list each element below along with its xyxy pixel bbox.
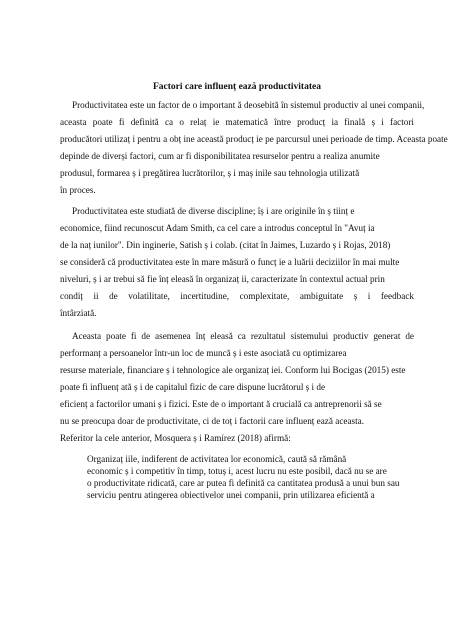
text-line: producători utilizaț i pentru a obț ine această producț ie pe parcursul unei perioade de timp. Aceasta poate <box>60 134 448 144</box>
text-line: depinde de diverși factori, cum ar fi disponibilitatea resurselor pentru a realiza anumite <box>60 151 380 161</box>
text-line: Productivitatea este studiată de diverse discipline; îș i are originile în ș tiinț e <box>72 206 355 216</box>
quote-line: serviciu pentru atingerea obiectivelor unei companii, prin utilizarea eficientă a <box>87 490 375 500</box>
text-line: Referitor la cele anterior, Mosquera ș i Ramírez (2018) afirmă: <box>60 433 291 443</box>
text-line: în proces. <box>60 185 96 195</box>
text-line: poate fi influenț ată ș i de capitalul fizic de care dispune lucrătorul ș i de <box>60 382 326 392</box>
quote-line: o productivitate ridicată, care ar putea fi definită ca cantitatea produsă a unui bun sau <box>87 478 400 488</box>
text-line: nu se preocupa doar de productivitate, ci de toț i factorii care influenț ează aceasta. <box>60 416 365 426</box>
text-line: condiț ii de volatilitate, incertitudine, complexitate, ambiguitate ș i feedback <box>60 291 414 301</box>
quote-line: Organizaț iile, indiferent de activitatea lor economică, caută să rămână <box>87 454 347 464</box>
text-line: economice, fiind recunoscut Adam Smith, ca cel care a introdus conceptul în "Avuț ia <box>60 223 375 233</box>
text-line: performanț a persoanelor într-un loc de muncă ș i este asociată cu optimizarea <box>60 348 347 358</box>
text-line: Productivitatea este un factor de o important ă deosebită în sistemul productiv al unei companii, <box>72 100 425 110</box>
document-title: Factori care influenț ează productivitatea <box>153 82 321 92</box>
text-line: întârziată. <box>60 308 97 318</box>
text-line: resurse materiale, financiare ș i tehnologice ale organizaț iei. Conform lui Bocigas (2015) este <box>60 365 406 375</box>
text-line: aceasta poate fi definită ca o relaț ie matematică între producț ia finală ș i factori <box>60 117 414 127</box>
text-line: produsul, formarea ș i pregătirea lucrătorilor, ș i maș inile sau tehnologia utilizată <box>60 168 360 178</box>
quote-line: economic ș i competitiv în timp, totuș i, acest lucru nu este posibil, dacă nu se are <box>87 466 387 476</box>
text-line: eficienț a factorilor umani ș i fizici. Este de o important ă crucială ca antreprenorii să se <box>60 399 382 409</box>
text-line: niveluri, ș i ar trebui să fie înț eleasă în organizaț ii, caracterizate în contextul actual prin <box>60 274 385 284</box>
text-line: de la naț iunilor". Din inginerie, Satish ș i colab. (citat în Jaimes, Luzardo ș i Rojas, 2018) <box>60 240 391 250</box>
text-line: se consideră că productivitatea este în mare măsură o funcț ie a luării deciziilor în mai multe <box>60 257 400 267</box>
text-line: Aceasta poate fi de asemenea înț eleasă ca rezultatul sistemului productiv generat de <box>72 331 414 341</box>
